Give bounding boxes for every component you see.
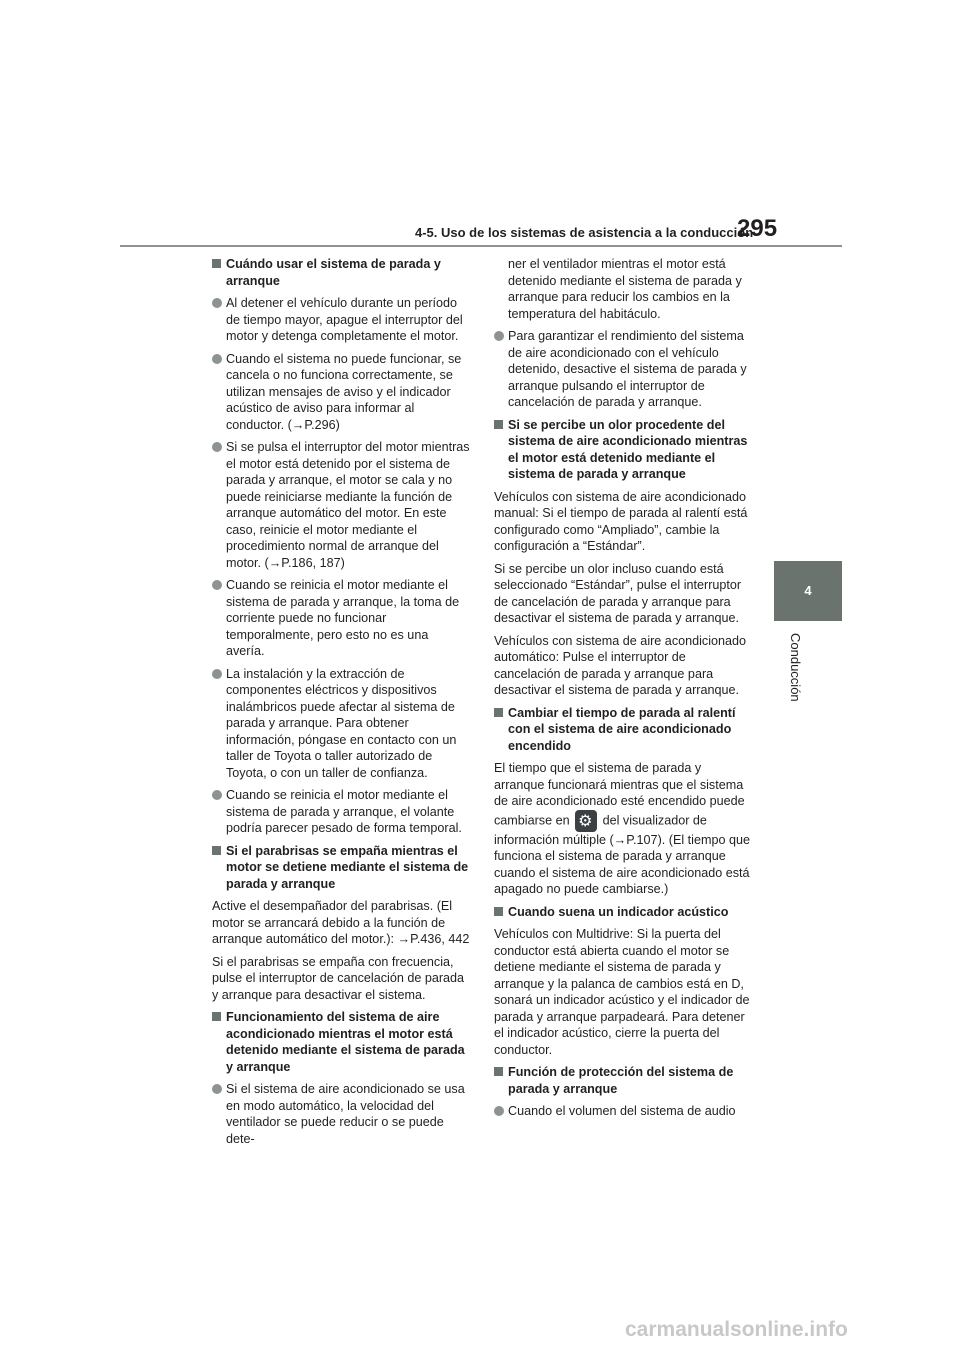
settings-gear-icon <box>575 810 597 832</box>
section-heading: Si se percibe un olor procedente del sistema de aire acondicionado mientras el motor está detenido mediante el sistema de parada y arranque <box>494 417 752 483</box>
header-rule <box>120 245 842 247</box>
chapter-label: Conducción <box>788 633 803 702</box>
bullet-item: Al detener el vehículo durante un período de tiempo mayor, apague el interruptor del motor y detenga completamente el motor. <box>212 295 470 345</box>
paragraph: Active el desempañador del parabrisas. (El motor se arrancará debido a la función de arranque automático del motor.): →P.436, 442 <box>212 899 470 946</box>
bullet-item: Cuando el sistema no puede funcionar, se cancela o no funciona correctamente, se utilizan mensajes de aviso y el indicador acústico de aviso para informar al conductor. (→P.296) <box>212 351 470 434</box>
paragraph: Vehículos con sistema de aire acondicionado automático: Pulse el interruptor de cancelación de parada y arranque para desactivar el sistema de parada y arranque. <box>494 633 747 697</box>
paragraph: Si el parabrisas se empaña con frecuencia, pulse el interruptor de cancelación de parada y arranque para desactivar el sistema. <box>212 954 465 1002</box>
left-column <box>212 256 470 1153</box>
paragraph-text: El tiempo que el sistema de parada y arranque funcionará mientras que el sistema de aire acondicionado esté encendido puede cambiarse en <box>494 761 745 827</box>
paragraph-text: del visualizador de información múltiple (→P.107). (El tiempo que funciona el sistema de parada y arranque cuando el sistema de aire acondicionado está apagado no puede cambiarse.) <box>494 812 750 896</box>
section-title: 4-5. Uso de los sistemas de asistencia a la conducción <box>415 225 754 240</box>
section-heading: Cuando suena un indicador acústico <box>494 904 752 921</box>
bullet-item: Cuando se reinicia el motor mediante el sistema de parada y arranque, el volante podría parecer pesado de forma temporal. <box>212 787 470 837</box>
paragraph: Vehículos con sistema de aire acondicionado manual: Si el tiempo de parada al ralentí está configurado como “Ampliado”, cambie la configuración a “Estándar”. <box>494 489 748 553</box>
paragraph: Si se percibe un olor incluso cuando está seleccionado “Estándar”, pulse el interruptor de cancelación de parada y arranque para desactivar el sistema de parada y arranque. <box>494 561 742 625</box>
page-number: 295 <box>737 215 778 242</box>
watermark: carmanualsonline.info <box>625 1318 848 1341</box>
bullet-item: Cuando se reinicia el motor mediante el sistema de parada y arranque, la toma de corriente puede no funcionar temporalmente, pero esto no es una avería. <box>212 577 470 660</box>
bullet-item: La instalación y la extracción de componentes eléctricos y dispositivos inalámbricos puede afectar al sistema de parada y arranque. Para obtener información, póngase en contacto con un taller de Toyota o taller autorizado de Toyota, o con un taller de confianza. <box>212 666 470 782</box>
chapter-tab[interactable]: 4 <box>774 561 842 621</box>
paragraph: Vehículos con Multidrive: Si la puerta del conductor está abierta cuando el motor se detiene mediante el sistema de parada y arranque y la palanca de cambios está en D, sonará un indicador acústico y el indicador de parada y arranque parpadeará. Para detener el indicador acústico, cierre la puerta del conductor. <box>494 927 750 1057</box>
section-heading: Si el parabrisas se empaña mientras el motor se detiene mediante el sistema de parada y arranque <box>212 843 470 893</box>
section-heading: Cambiar el tiempo de parada al ralentí con el sistema de aire acondicionado encendido <box>494 705 752 755</box>
section-heading: Cuándo usar el sistema de parada y arranque <box>212 256 470 289</box>
bullet-item: Si el sistema de aire acondicionado se usa en modo automático, la velocidad del ventilador se puede reducir o se puede dete- <box>212 1081 470 1147</box>
bullet-item: Si se pulsa el interruptor del motor mientras el motor está detenido por el sistema de parada y arranque, el motor se cala y no puede reiniciarse mediante la función de arranque automático del motor. En este caso, reinicie el motor mediante el procedimiento normal de arranque del motor. (→P.186, 187) <box>212 439 470 571</box>
right-column <box>494 256 752 1126</box>
section-heading: Funcionamiento del sistema de aire acondicionado mientras el motor está detenido mediante el sistema de parada y arranque <box>212 1009 470 1075</box>
paragraph <box>494 760 752 898</box>
bullet-item: Para garantizar el rendimiento del sistema de aire acondicionado con el vehículo detenido, desactive el sistema de parada y arranque pulsando el interruptor de cancelación de parada y arranque. <box>494 328 752 411</box>
section-heading: Función de protección del sistema de parada y arranque <box>494 1064 752 1097</box>
bullet-continuation: ner el ventilador mientras el motor está detenido mediante el sistema de parada y arranque para reducir los cambios en la temperatura del habitáculo. <box>508 257 742 321</box>
bullet-item: Cuando el volumen del sistema de audio <box>494 1103 752 1120</box>
